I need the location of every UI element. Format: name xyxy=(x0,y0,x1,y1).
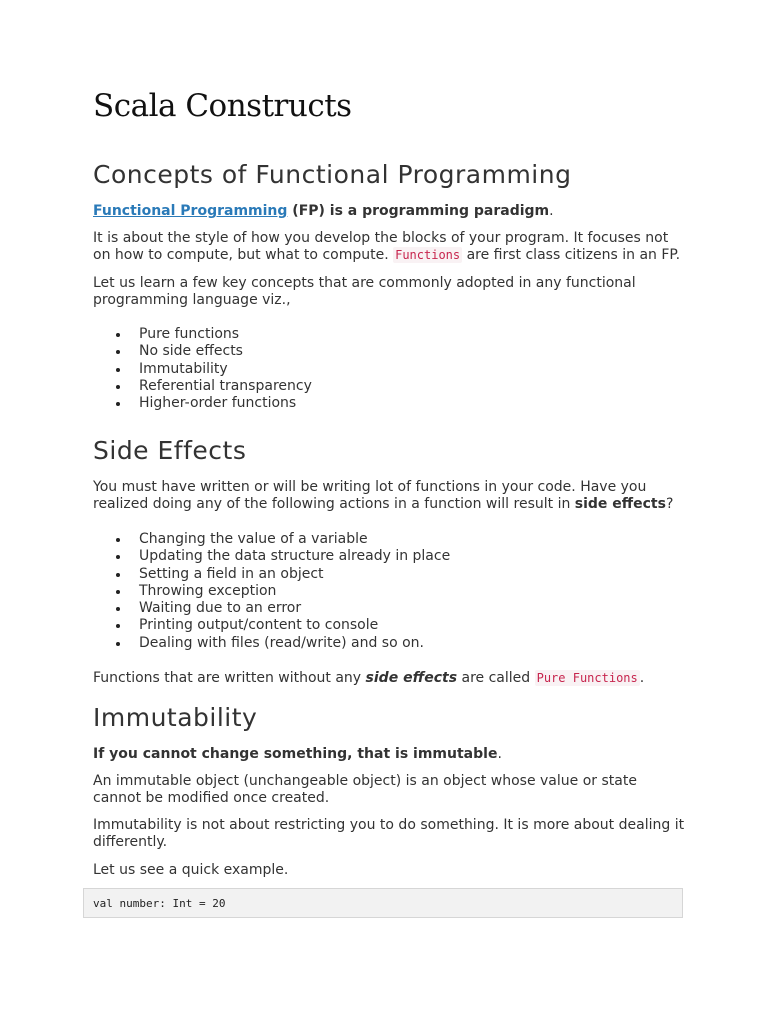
section-heading-immutability: Immutability xyxy=(93,703,258,732)
immutability-bold: If you cannot change something, that is immutable xyxy=(93,746,498,762)
list-item: Dealing with files (read/write) and so on. xyxy=(93,635,685,652)
fp-intro-paragraph xyxy=(93,203,685,220)
list-item: Waiting due to an error xyxy=(93,600,685,617)
side-effects-list xyxy=(93,531,685,652)
document-title: Scala Constructs xyxy=(93,88,352,124)
list-item: Changing the value of a variable xyxy=(93,531,685,548)
list-item: No side effects xyxy=(93,343,685,360)
side-effects-paragraph-1 xyxy=(93,479,685,513)
fp-p1-after: are first class citizens in an FP. xyxy=(462,247,681,263)
pure-functions-text: Functions that are written without any xyxy=(93,670,366,686)
side-effects-p1-text: You must have written or will be writing lot of functions in your code. Have you realized doing any of the following actions in a function will result in xyxy=(93,479,647,512)
pure-functions-mid: are called xyxy=(457,670,535,686)
list-item: Pure functions xyxy=(93,326,685,343)
list-item: Throwing exception xyxy=(93,583,685,600)
fp-intro-end: . xyxy=(549,203,554,219)
list-item: Higher-order functions xyxy=(93,395,685,412)
list-item: Updating the data structure already in place xyxy=(93,548,685,565)
functions-code: Functions xyxy=(395,248,461,262)
fp-paragraph-1 xyxy=(93,230,685,264)
immutability-paragraph-2: An immutable object (unchangeable object) is an object whose value or state cannot be modified once created. xyxy=(93,773,637,806)
pure-functions-end: . xyxy=(639,670,645,686)
section-heading-side-effects: Side Effects xyxy=(93,436,247,465)
side-effects-bold: side effects xyxy=(574,496,666,512)
side-effects-p1-after: ? xyxy=(665,496,674,512)
immutability-paragraph-4: Let us see a quick example. xyxy=(93,862,289,878)
list-item: Printing output/content to console xyxy=(93,617,685,634)
code-block xyxy=(83,888,683,918)
list-item: Immutability xyxy=(93,361,685,378)
immutability-paragraph-3: Immutability is not about restricting you to do something. It is more about dealing it differently. xyxy=(93,817,685,850)
code-snippet: val number: Int = 20 xyxy=(93,897,226,910)
list-item: Referential transparency xyxy=(93,378,685,395)
pure-functions-paragraph xyxy=(93,670,685,687)
section-heading-fp: Concepts of Functional Programming xyxy=(93,160,572,189)
fp-p1-text: It is about the style of how you develop the blocks of your program. It focuses not on how to compute, but what to compute. xyxy=(93,230,669,263)
pure-functions-code: Pure Functions xyxy=(536,671,638,685)
fp-intro-bold: (FP) is a programming paradigm xyxy=(287,203,550,219)
fp-concepts-list xyxy=(93,326,685,412)
side-effects-emphasis: side effects xyxy=(365,670,458,686)
immutability-definition xyxy=(93,746,685,763)
functional-programming-link[interactable]: Functional Programming xyxy=(93,203,288,219)
list-item: Setting a field in an object xyxy=(93,566,685,583)
fp-paragraph-2: Let us learn a few key concepts that are commonly adopted in any functional programming language viz., xyxy=(93,275,636,308)
immutability-def-end: . xyxy=(497,746,502,762)
